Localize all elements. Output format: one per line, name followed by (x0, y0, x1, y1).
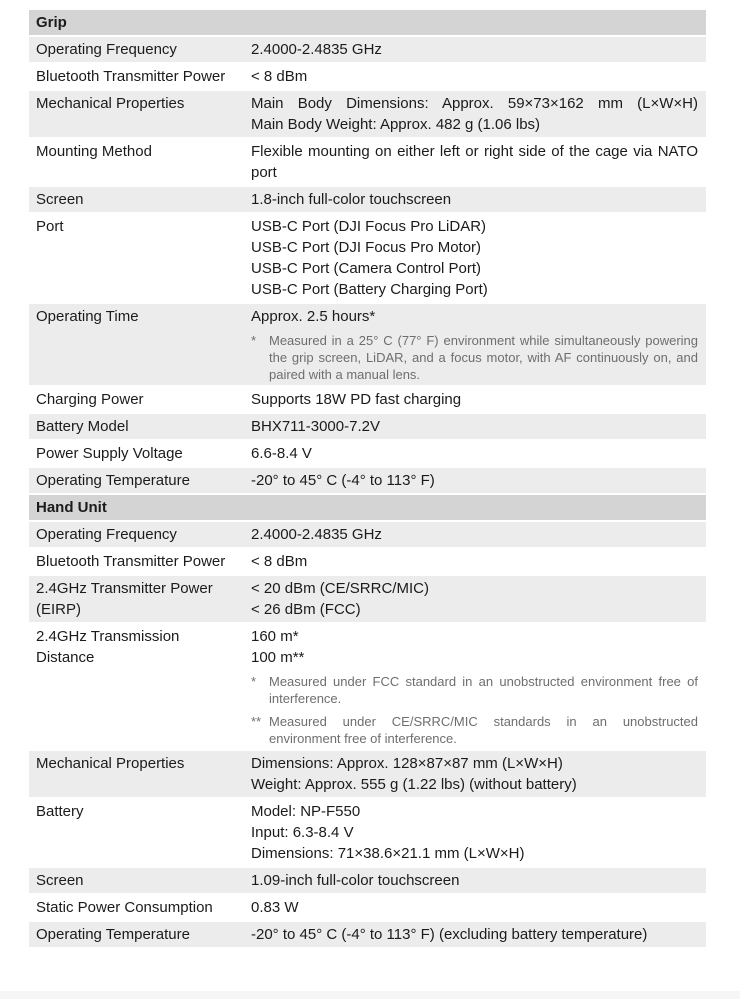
spec-value (251, 576, 706, 622)
spec-value-line: BHX711-3000-7.2V (251, 418, 380, 435)
footnote-marker: * (251, 674, 257, 689)
spec-label: Operating Frequency (36, 526, 177, 543)
spec-row (29, 922, 706, 947)
spec-row (29, 91, 706, 137)
footnote-text: Measured under CE/SRRC/MIC standards in an unobstructed environment free of interference. (269, 714, 698, 746)
spec-value-line: 0.83 W (251, 899, 299, 916)
spec-row (29, 751, 706, 797)
spec-value (251, 414, 706, 439)
spec-row (29, 868, 706, 893)
spec-value (251, 468, 706, 493)
spec-value (251, 441, 706, 466)
spec-row (29, 441, 706, 466)
spec-value-line: -20° to 45° C (-4° to 113° F) (251, 472, 435, 489)
spec-value (251, 868, 706, 893)
spec-value-line: Main Body Weight: Approx. 482 g (1.06 lbs) (251, 116, 541, 133)
spec-row (29, 64, 706, 89)
spec-value-line: Dimensions: Approx. 128×87×87 mm (L×W×H) (251, 755, 563, 772)
spec-value (251, 624, 706, 749)
spec-value (251, 922, 706, 947)
spec-value-line: 6.6-8.4 V (251, 445, 312, 462)
spec-row (29, 387, 706, 412)
spec-value (251, 895, 706, 920)
spec-value-line: Input: 6.3-8.4 V (251, 824, 354, 841)
spec-label: Bluetooth Transmitter Power (36, 553, 226, 570)
spec-value (251, 139, 706, 185)
spec-label: 2.4GHz Transmission Distance (36, 628, 180, 666)
spec-label: 2.4GHz Transmitter Power (EIRP) (36, 580, 213, 618)
spec-label: Battery (36, 803, 84, 820)
section-header-hand-unit: Hand Unit (29, 495, 706, 520)
spec-label: Power Supply Voltage (36, 445, 183, 462)
spec-value-line: -20° to 45° C (-4° to 113° F) (excluding battery temperature) (251, 926, 648, 943)
spec-row (29, 414, 706, 439)
spec-value (251, 214, 706, 302)
spec-value-line: USB-C Port (DJI Focus Pro Motor) (251, 239, 482, 256)
spec-value-line: Supports 18W PD fast charging (251, 391, 462, 408)
spec-value (251, 522, 706, 547)
spec-row (29, 576, 706, 622)
spec-value-line: Dimensions: 71×38.6×21.1 mm (L×W×H) (251, 845, 525, 862)
spec-label: Mounting Method (36, 143, 152, 160)
spec-row (29, 304, 706, 385)
spec-row (29, 799, 706, 866)
spec-label: Operating Temperature (36, 472, 190, 489)
spec-value-line: Approx. 2.5 hours* (251, 308, 376, 325)
spec-value-line: USB-C Port (DJI Focus Pro LiDAR) (251, 218, 487, 235)
spec-row (29, 549, 706, 574)
spec-label: Screen (36, 191, 84, 208)
spec-value-line: < 8 dBm (251, 68, 308, 85)
spec-value-line: < 26 dBm (FCC) (251, 601, 361, 618)
spec-label: Operating Frequency (36, 41, 177, 58)
spec-value-line: < 8 dBm (251, 553, 308, 570)
spec-value-line: < 20 dBm (CE/SRRC/MIC) (251, 580, 429, 597)
spec-label: Operating Time (36, 308, 139, 325)
spec-value-line: 1.09-inch full-color touchscreen (251, 872, 460, 889)
spec-value (251, 799, 706, 866)
spec-row (29, 139, 706, 185)
spec-value-line: Model: NP-F550 (251, 803, 361, 820)
spec-label: Charging Power (36, 391, 144, 408)
spec-value-line: 2.4000-2.4835 GHz (251, 526, 382, 543)
footnote-text: Measured under FCC standard in an unobstructed environment free of interference. (269, 674, 698, 706)
spec-value-line: Weight: Approx. 555 g (1.22 lbs) (without battery) (251, 776, 577, 793)
spec-label: Bluetooth Transmitter Power (36, 68, 226, 85)
section-header-grip: Grip (29, 10, 706, 35)
spec-value-line: USB-C Port (Camera Control Port) (251, 260, 482, 277)
spec-value (251, 304, 706, 385)
spec-value (251, 549, 706, 574)
spec-label: Battery Model (36, 418, 129, 435)
spec-value (251, 91, 706, 137)
spec-label: Mechanical Properties (36, 95, 185, 112)
spec-value (251, 37, 706, 62)
footnote-marker: * (251, 333, 257, 348)
spec-value-line: USB-C Port (Battery Charging Port) (251, 281, 488, 298)
spec-label: Operating Temperature (36, 926, 190, 943)
spec-row (29, 895, 706, 920)
next-section-top-band (0, 991, 740, 999)
spec-footnote (251, 673, 698, 707)
spec-label: Port (36, 218, 64, 235)
spec-label: Static Power Consumption (36, 899, 213, 916)
spec-value (251, 64, 706, 89)
spec-value-line: 160 m* (251, 628, 299, 645)
spec-value (251, 387, 706, 412)
spec-row (29, 624, 706, 749)
spec-footnote (251, 332, 698, 383)
spec-row (29, 522, 706, 547)
spec-value-line: Flexible mounting on either left or right side of the cage via NATO port (251, 143, 698, 181)
footnote-text: Measured in a 25° C (77° F) environment while simultaneously powering the grip screen, LiDAR, and a focus motor, with AF continuously on, and paired with a manual lens. (269, 333, 698, 382)
spec-value-line: 2.4000-2.4835 GHz (251, 41, 382, 58)
spec-value (251, 751, 706, 797)
spec-value-line: 100 m** (251, 649, 305, 666)
spec-row (29, 214, 706, 302)
spec-label: Mechanical Properties (36, 755, 185, 772)
spec-row (29, 468, 706, 493)
footnote-marker: ** (251, 714, 262, 729)
spec-footnote (251, 713, 698, 747)
spec-value (251, 187, 706, 212)
spec-value-line: Main Body Dimensions: Approx. 59×73×162 mm (L×W×H) (251, 95, 698, 112)
spec-table (29, 10, 706, 949)
spec-value-line: 1.8-inch full-color touchscreen (251, 191, 452, 208)
spec-row (29, 187, 706, 212)
spec-row (29, 37, 706, 62)
spec-label: Screen (36, 872, 84, 889)
